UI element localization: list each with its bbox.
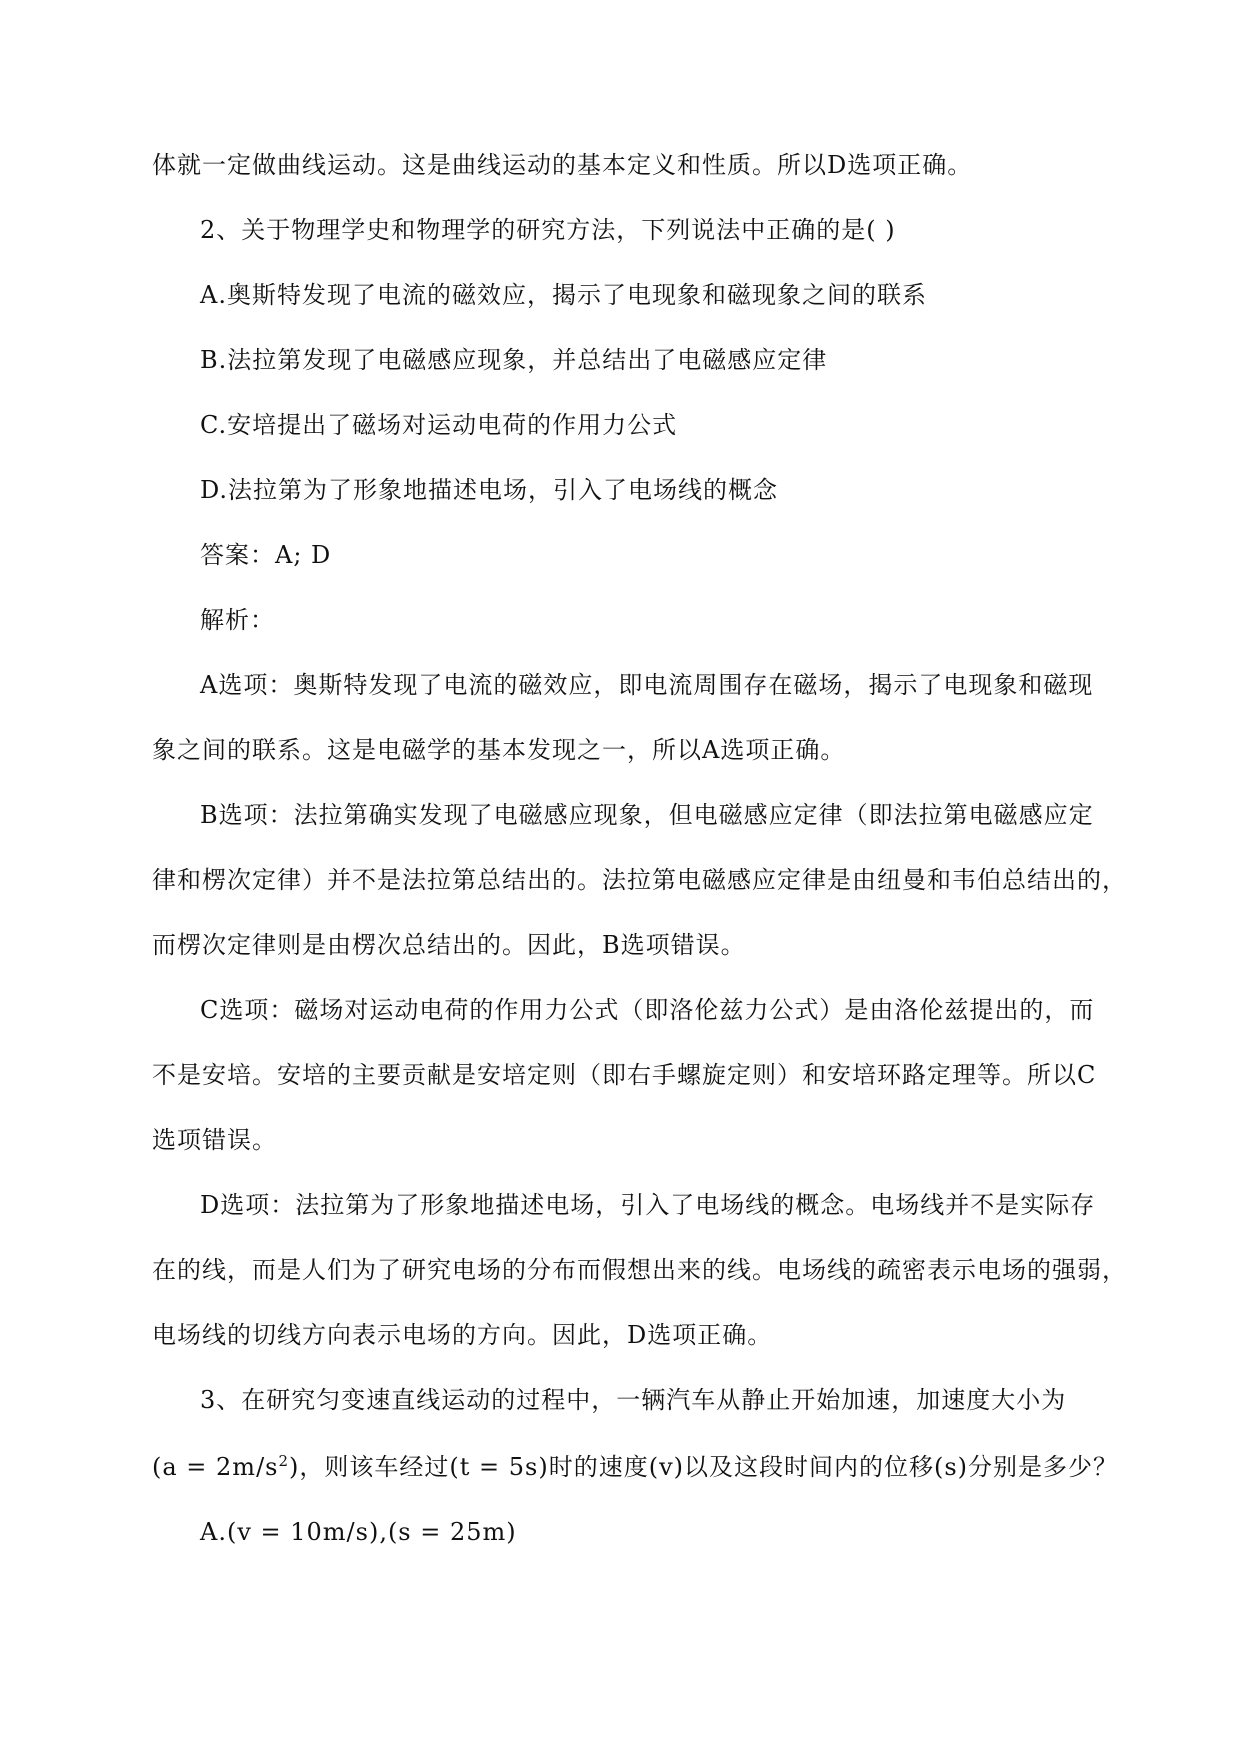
analysis-c-line-3: 选项错误。	[152, 1126, 277, 1154]
question-2-option-a: A.奥斯特发现了电流的磁效应，揭示了电现象和磁现象之间的联系	[200, 281, 927, 309]
analysis-a-line-1: A选项：奥斯特发现了电流的磁效应，即电流周围存在磁场，揭示了电现象和磁现	[200, 671, 1094, 699]
question-2-stem: 2、关于物理学史和物理学的研究方法，下列说法中正确的是( )	[200, 216, 896, 244]
analysis-c-line-2: 不是安培。安培的主要贡献是安培定则（即右手螺旋定则）和安培环路定理等。所以C	[152, 1061, 1097, 1089]
analysis-label: 解析：	[200, 606, 275, 634]
analysis-a-line-2: 象之间的联系。这是电磁学的基本发现之一，所以A选项正确。	[152, 736, 846, 764]
analysis-b-line-1: B选项：法拉第确实发现了电磁感应现象，但电磁感应定律（即法拉第电磁感应定	[200, 801, 1094, 829]
analysis-d-line-2: 在的线，而是人们为了研究电场的分布而假想出来的线。电场线的疏密表示电场的强弱，	[152, 1256, 1127, 1284]
answer-line: 答案：A; D	[200, 541, 332, 569]
text-line: 体就一定做曲线运动。这是曲线运动的基本定义和性质。所以D选项正确。	[152, 151, 973, 179]
analysis-c-line-1: C选项：磁场对运动电荷的作用力公式（即洛伦兹力公式）是由洛伦兹提出的，而	[200, 996, 1095, 1024]
analysis-d-line-1: D选项：法拉第为了形象地描述电场，引入了电场线的概念。电场线并不是实际存	[200, 1191, 1096, 1219]
question-3-formula-line	[152, 1452, 1118, 1482]
formula-after-superscript: )，则该车经过(t = 5s)时的速度(v)以及这段时间内的位移(s)分别是多少？	[289, 1453, 1119, 1481]
question-3-option-a: A.(v = 10m/s),(s = 25m)	[200, 1518, 517, 1546]
analysis-b-line-3: 而楞次定律则是由楞次总结出的。因此，B选项错误。	[152, 931, 746, 959]
formula-superscript: 2	[278, 1452, 290, 1470]
analysis-d-line-3: 电场线的切线方向表示电场的方向。因此，D选项正确。	[152, 1321, 773, 1349]
formula-before-superscript: (a = 2m/s	[152, 1453, 279, 1481]
question-2-option-c: C.安培提出了磁场对运动电荷的作用力公式	[200, 411, 678, 439]
question-2-option-b: B.法拉第发现了电磁感应现象，并总结出了电磁感应定律	[200, 346, 828, 374]
question-2-option-d: D.法拉第为了形象地描述电场，引入了电场线的概念	[200, 476, 779, 504]
question-3-stem: 3、在研究匀变速直线运动的过程中，一辆汽车从静止开始加速，加速度大小为	[200, 1386, 1067, 1414]
analysis-b-line-2: 律和楞次定律）并不是法拉第总结出的。法拉第电磁感应定律是由纽曼和韦伯总结出的，	[152, 866, 1127, 894]
